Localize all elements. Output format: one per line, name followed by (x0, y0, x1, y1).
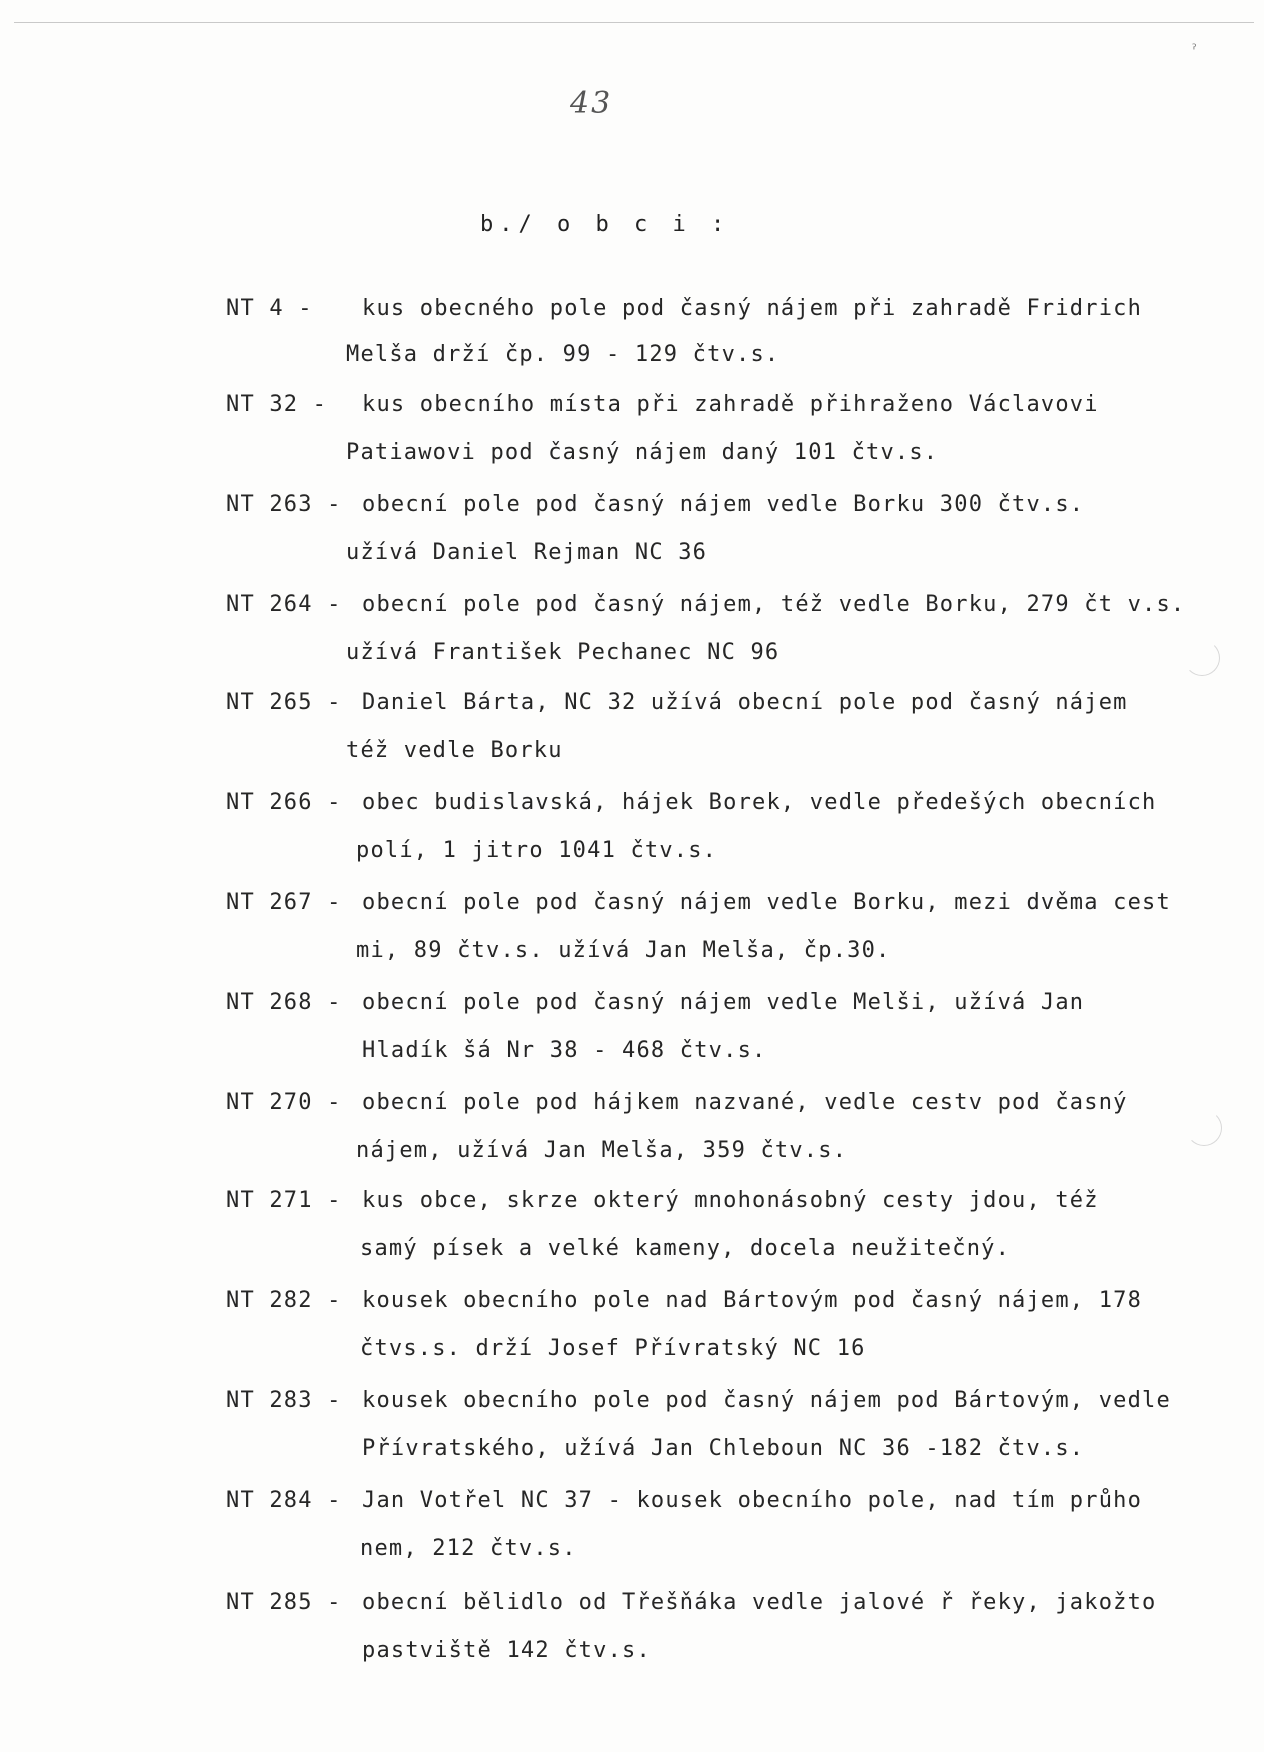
entry-line-1: obecní pole pod časný nájem vedle Melši, užívá Jan (362, 990, 1085, 1015)
entry-line-1: obec budislavská, hájek Borek, vedle předešých obecních (362, 790, 1157, 815)
entry-line-2: užívá Daniel Rejman NC 36 (346, 540, 708, 565)
entry-line-2: Přívratského, užívá Jan Chleboun NC 36 -182 čtv.s. (362, 1436, 1085, 1461)
handwritten-page-number: 43 (570, 86, 613, 121)
entry-code: NT 271 - (226, 1188, 342, 1213)
entry-line-2: samý písek a velké kameny, docela neužitečný. (360, 1236, 1011, 1261)
page-top-edge (14, 22, 1254, 23)
entry-line-2: Patiawovi pod časný nájem daný 101 čtv.s. (346, 440, 939, 465)
entry-code: NT 285 - (226, 1590, 342, 1615)
entry-line-1: kousek obecního pole nad Bártovým pod časný nájem, 178 (362, 1288, 1143, 1313)
entry-line-1: kus obecného pole pod časný nájem při zahradě Fridrich (362, 296, 1143, 321)
entry-code: NT 282 - (226, 1288, 342, 1313)
entry-code: NT 266 - (226, 790, 342, 815)
entry-line-2: Hladík šá Nr 38 - 468 čtv.s. (362, 1038, 767, 1063)
entry-code: NT 270 - (226, 1090, 342, 1115)
entry-code: NT 263 - (226, 492, 342, 517)
entry-line-1: Daniel Bárta, NC 32 užívá obecní pole pod časný nájem (362, 690, 1128, 715)
entry-code: NT 4 - (226, 296, 313, 321)
entry-line-1: obecní bělidlo od Třešňáka vedle jalové ř řeky, jakožto (362, 1590, 1157, 1615)
entry-line-2: pastviště 142 čtv.s. (362, 1638, 651, 1663)
entry-line-1: Jan Votřel NC 37 - kousek obecního pole, nad tím průho (362, 1488, 1143, 1513)
entry-line-2: čtvs.s. drží Josef Přívratský NC 16 (360, 1336, 866, 1361)
entry-line-1: kousek obecního pole pod časný nájem pod Bártovým, vedle (362, 1388, 1171, 1413)
entry-line-2: též vedle Borku (346, 738, 563, 763)
section-heading: b./ o b c i : (480, 212, 731, 237)
entry-line-2: polí, 1 jitro 1041 čtv.s. (356, 838, 718, 863)
entry-line-2: nájem, užívá Jan Melša, 359 čtv.s. (356, 1138, 848, 1163)
entry-line-1: obecní pole pod časný nájem vedle Borku 300 čtv.s. (362, 492, 1085, 517)
entry-line-1: kus obecního místa při zahradě přihraženo Václavovi (362, 392, 1099, 417)
entry-code: NT 264 - (226, 592, 342, 617)
entry-line-2: Melša drží čp. 99 - 129 čtv.s. (346, 342, 780, 367)
entry-line-1: obecní pole pod hájkem nazvané, vedle cestv pod časný (362, 1090, 1128, 1115)
entry-line-2: mi, 89 čtv.s. užívá Jan Melša, čp.30. (356, 938, 891, 963)
punch-hole-mark (1186, 1110, 1222, 1146)
entry-line-2: užívá František Pechanec NC 96 (346, 640, 780, 665)
corner-mark: ˀ (1190, 44, 1199, 60)
entry-line-1: kus obce, skrze okterý mnohonásobný cesty jdou, též (362, 1188, 1099, 1213)
entry-line-2: nem, 212 čtv.s. (360, 1536, 577, 1561)
entry-code: NT 265 - (226, 690, 342, 715)
entry-line-1: obecní pole pod časný nájem vedle Borku, mezi dvěma cest (362, 890, 1171, 915)
punch-hole-mark (1184, 640, 1220, 676)
entry-code: NT 267 - (226, 890, 342, 915)
entry-code: NT 32 - (226, 392, 328, 417)
entry-code: NT 268 - (226, 990, 342, 1015)
entry-code: NT 284 - (226, 1488, 342, 1513)
entry-code: NT 283 - (226, 1388, 342, 1413)
entry-line-1: obecní pole pod časný nájem, též vedle Borku, 279 čt v.s. (362, 592, 1186, 617)
